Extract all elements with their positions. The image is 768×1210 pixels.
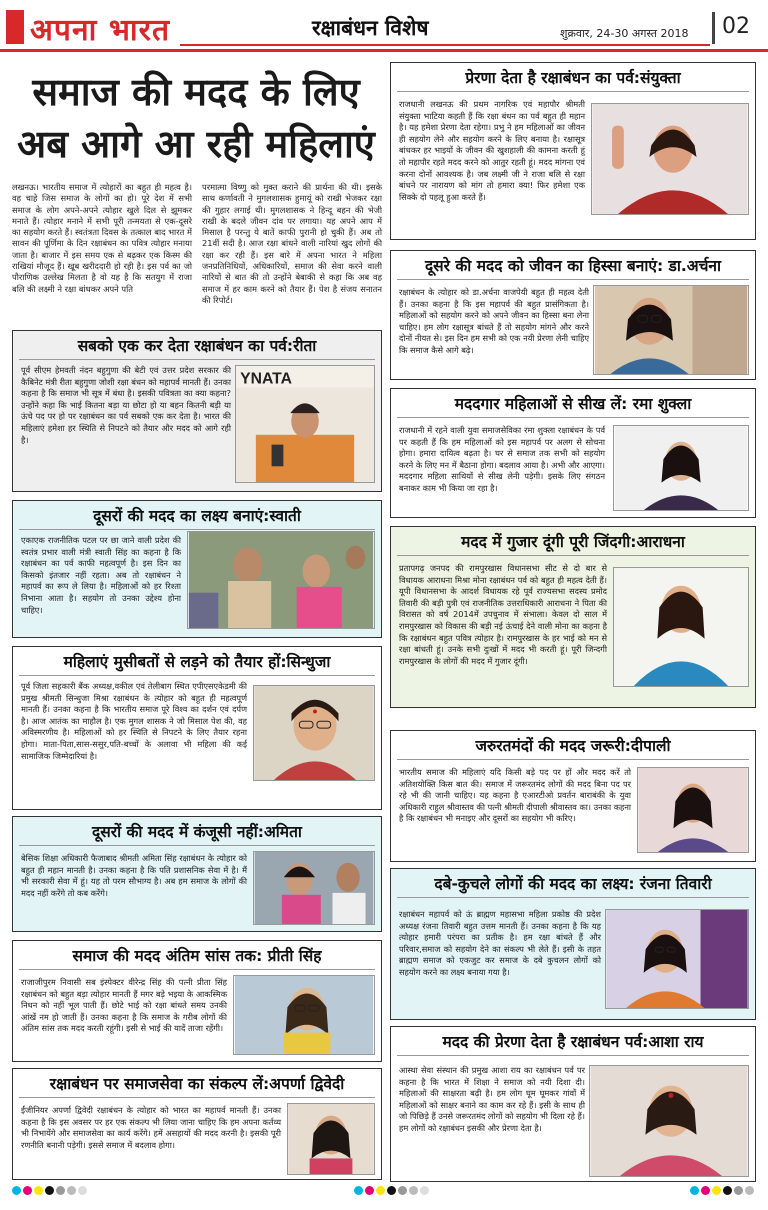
lead-column-1: लखनऊ। भारतीय समाज में त्योहारों का बहुत ही महत्व है। वह चाहे जिस समाज के लोगों का हो। पूरे देश में सभी समाज के लोग अपने-अपने त्योहार खुले दिल से झूमकर मनाते हैं। त्योहार मनाने में सभी पूरी तन्मयता से एक-दूसरे का सहयोग करते हैं। स्वतंत्रता दिवस के तत्काल बाद भारत में सावन की पूर्णिमा के दिन रक्षाबंधन का पवित्र त्योहार मनाया जाता है। बाजार में इस समय एक से बढ़कर एक किस्म की राखियां मौजूद हैं। खूब खरीददारी हो रही है। इस पर्व का जो पौराणिक उल्लेख मिलता है वो यह है कि सतयुग में राजा बलि की लक्ष्मी ने रक्षा बांधकर अपने पति — [12, 182, 192, 294]
story-text: पूर्व सीएम हेमवती नंदन बहुगुणा की बेटी एवं उत्तर प्रदेश सरकार की कैबिनेट मंत्री रीता बहुगुणा जोशी रक्षा बंधन को महापर्व मानती हैं। उनका कहना है कि समाज भी सूत्र में बंधा है। इसकी पवित्रता का क्या कहना? उन्होंने कहा कि भाई कितना बड़ा या छोटा हो या बहन कितनी बड़ी या ऊंचे पद पर हो पर रक्षाबंधन का पर्व सबको एक कर देता है। भारत की महिलाएं हमेशा हर स्थिति से निपटने को तैयार और मदद को आगे रही है। — [21, 365, 231, 445]
story-title: जरुरतमंदों की मदद जरूरी:दीपाली — [397, 731, 749, 760]
story-title: मदद में गुजार दूंगी पूरी जिंदगी:आराधना — [397, 527, 749, 556]
story-text: राजधानी लखनऊ की प्रथम नागरिक एवं महापौर श्रीमती संयुक्ता भाटिया कहती हैं कि रक्षा बंधन का पर्व बहुत ही महान है। यह हमेशा प्रेरणा देता रहेगा। प्रभु ने हम महिलाओं का जीवन ही सहयोग लेने और सहयोग करने के लिए बनाया है। रक्षासूत्र बांधकर हर भाइयों के जीवन की खुशहाली की कामना करती हूं तो महापौर रहते मदद करने को आतुर रहती हूं। मदद मांगना एवं करना दोनों आवश्यक है। जब लक्ष्मी जी ने राजा बलि से रक्षा बांधने पर नारायण को मांग तो हमारा क्या! फिर हमेशा एक सिक्के दो पहलू हुआ करते हैं। — [399, 99, 585, 202]
story-rita — [12, 330, 382, 492]
masthead-rule — [180, 44, 710, 46]
story-photo — [591, 103, 749, 215]
registration-marks-center — [354, 1186, 429, 1196]
story-text: रक्षाबंधन के त्योहार को डा.अर्चना वाजपेयी बहुत ही महत्व देती हैं। उनका कहना है कि इस महापर्व की बहुत प्रासंगिकता है। महिलाओं को सहयोग करने को अपने जीवन का हिस्सा बना लेना चाहिए। हम लोग रक्षासूत्र बांधते हैं तो सहयोग मांगने और करने दोनों नीयत से। इस दिन हम सभी को एक नयी प्रेरणा लेनी चाहिए कि समाज कैसे आगे बढ़े। — [399, 287, 589, 355]
story-photo — [287, 1103, 375, 1175]
story-ranjana — [390, 868, 756, 1020]
registration-marks-right — [690, 1186, 754, 1196]
story-photo — [613, 567, 749, 687]
section-title: रक्षाबंधन विशेष — [312, 16, 429, 40]
story-amita — [12, 816, 382, 932]
story-text: राजाजीपुरम निवासी सब इंस्पेक्टर वीरेन्द्र सिंह की पत्नी प्रीता सिंह रक्षाबंधन को बहुत बड़ा त्योहार मानती हैं मगर बड़े भइया के आकस्मिक निधन को नहीं भूल पाती हैं। छोटे भाई को रक्षा बांधते समय उनकी आंखें नम हो जाती हैं। उनका कहना है कि समाज के गरीब लोगों की अंतिम सांस तक मदद करती रहूंगी। इसी से भाई की यादें ताजा रहेंगी। — [21, 977, 227, 1034]
issue-date: शुक्रवार, 24-30 अगस्त 2018 — [560, 27, 689, 40]
story-title: सबको एक कर देता रक्षाबंधन का पर्व:रीता — [19, 331, 375, 360]
story-photo — [187, 531, 375, 629]
story-text: राजधानी में रहने वाली युवा समाजसेविका रमा शुक्ला रक्षाबंधन के पर्व पर कहती हैं कि हम महिलाओं को इस महापर्व पर अलग से सोचना होगा। हमारा दायित्व बढ़ता है। घर से समाज तक सभी को सहयोग करने के लिए मन में बैठाना होगा। बदलाव आया है। अभी और आएगा। मददगार महिला साथियों से सीख लेनी पड़ेगी। इसके लिए संगठन बनाकर काम भी किया जा रहा है। — [399, 425, 605, 493]
lead-article-body — [12, 182, 382, 305]
story-photo — [253, 851, 375, 925]
story-sindhuja — [12, 646, 382, 810]
story-text: एकाएक राजनीतिक पटल पर छा जाने वाली प्रदेश की स्वतंत्र प्रभार वाली मंत्री स्वाती सिंह का कहना है कि रक्षाबंधन का पर्व काफी महत्वपूर्ण है। इस दिन का किसको इंतजार नहीं रहता। अब तो रक्षाबंधन ने महापर्व का रूप ले लिया है। महिलाओं को हर रिश्ता निभाना आता है। सहयोग तो उनका उद्देश्य होना चाहिए। — [21, 535, 181, 615]
masthead — [0, 0, 768, 52]
story-text: ईंजीनियर अपर्णा द्विवेदी रक्षाबंधन के त्योहार को भारत का महापर्व मानती हैं। उनका कहना है कि इस अवसर पर हर एक संकल्प भी लिया जाना चाहिए कि हम अपना कर्तव्य भी निभायेंगे और समाजसेवा का कार्य करेंगे। हमें असहायों की मदद करनी है। इसकी पूरी रणनीति बनानी पड़ेगी। इससे समाज में बदलाव होगा। — [21, 1105, 281, 1150]
story-aparna — [12, 1068, 382, 1180]
story-text: पूर्व जिला सहकारी बैंक अध्यक्ष,वकील एवं तेलीबाग स्थित एपीएसएकेडमी की प्रमुख श्रीमती सिन्धुजा मिश्रा रक्षाबंधन के त्योहार को बहुत ही महत्वपूर्ण मानती हैं। उनका कहना है कि भारतीय समाज पूरे विश्व का दर्शन एवं दर्पण है। आज आतंक का माहौल है। एक मुगल शासक ने जो मिसाल पेश की, वह अविस्मरणीय है। महिलाओं को हर स्थिति से निपटने के लिए तैयार रहना होगा। माता-पिता,सास-ससुर,पति-बच्चों के अलावा भी महिला की कई सामाजिक जिम्मेदारियां है। — [21, 681, 247, 761]
story-photo — [589, 1065, 749, 1177]
story-text: प्रतापगढ़ जनपद की रामपुरखास विधानसभा सीट से दो बार से विधायक आराधना मिश्रा मोना रक्षाबंधन पर्व को बहुत ही महत्व देती हैं। यूपी विधानसभा के आदर्श विधायक रहे पूर्व राज्यसभा सदस्य प्रमोद तिवारी की बड़ी पुत्री एवं राजनीतिक उत्तराधिकारी आराधना ने पिता की विरासत को वर्ष 2014में उपचुनाव में संभाला। केवल दो साल में रामपुरखास को विकास की बड़ी नई ऊंचाई देने वाली मोना का कहना है कि रक्षाबंधन बहुत पवित्र त्योहार है। रामपुरखास के हर भाई को मन से रक्षा बांधती हूं। उनके सभी दुःखों में मदद भी करती हूं। पूरी जिन्दगी रामपुरखास के लोगों की मदद में गुजार दूंगी। — [399, 563, 607, 666]
story-title: प्रेरणा देता है रक्षाबंधन का पर्व:संयुक्ता — [397, 63, 749, 92]
story-text: बेसिक शिक्षा अधिकारी फैजाबाद श्रीमती अमिता सिंह रक्षाबंधन के त्योहार को बहुत ही महान मानती है। उनका कहना है कि पति प्रशासनिक सेवा में है। मैं भी सरकारी सेवा में हूं। यह तो परम सौभाग्य है। अब हम समाज के लोगों की मदद नहीं करेंगे तो कब करेंगे। — [21, 853, 247, 898]
story-swati — [12, 500, 382, 638]
page-number: 02 — [722, 14, 750, 39]
story-photo — [637, 767, 749, 853]
story-photo — [253, 685, 375, 781]
story-archana — [390, 250, 756, 380]
story-sanyukta — [390, 62, 756, 240]
story-title: रक्षाबंधन पर समाजसेवा का संकल्प लें:अपर्णा द्विवेदी — [19, 1069, 375, 1098]
story-text: आस्था सेवा संस्थान की प्रमुख आशा राय का रक्षाबंधन पर्व पर कहना है कि भारत में शिक्षा ने समाज को नयी दिशा दी। महिलाओं की साक्षरता बढ़ी है। हम लोग घूम घूमकर गांवों में महिलाओं को साक्षर बनाने का काम कर रहे हैं। इसी के साथ ही जो पिछिड़े हैं उनसे जरूरतमंद लोगों को सहयोग भी दिला रहे हैं। हम लोगों को रक्षाबंधन इसकी और प्रेरणा देता है। — [399, 1065, 585, 1133]
story-photo — [593, 285, 749, 375]
story-photo — [235, 365, 375, 483]
story-title: महिलाएं मुसीबतों से लड़ने को तैयार हों:सिन्धुजा — [19, 647, 375, 676]
story-asha — [390, 1026, 756, 1182]
story-title: दबे-कुचले लोगों की मदद का लक्ष्य: रंजना तिवारी — [397, 869, 749, 898]
story-title: दूसरों की मदद का लक्ष्य बनाएं:स्वाती — [19, 501, 375, 530]
story-text: भारतीय समाज की महिलाएं यदि किसी बड़े पद पर हों और मदद करें तो अतिशयोक्ति किस बात की। समाज में जरूरतमंद लोगों की मदद बिना पद पर रहे भी की जानी चाहिए। यह कहना है एआरटीओ प्रवर्तन बाराबंकी के युवा अधिकारी राहुल श्रीवास्तव की पत्नी श्रीमती दीपाली श्रीवास्तव का। उनका कहना है कि रक्षाबंधन भी मनाइए और दूसरों का सहयोग भी करिए। — [399, 767, 631, 824]
lead-column-2: परमात्मा विष्णु को मुक्त कराने की प्रार्थना की थी। इसके साथ कर्णावती ने मुगलशासक हुमायूं को राखी भेजकर रक्षा की गुहार लगाई थी। मुगलशासक ने हिन्दू बहन की भेजी राखी के बदले जीवन दांव पर लगाया। यह अपने आप में मिसाल है परन्तु ये बातें काफी पुरानी हो चुकी हैं। अब तो 21वीं सदी है। आज रक्षा बांधने वाली नारियां खुद लोगों की रक्षा कर रही हैं। इस बारे में अपना भारत ने महिला जनप्रतिनिधियों, अधिकारियों, समाज की सेवा करने वाली नारियों से बात की तो उन्होंने बेबाकी से कहा कि अब वह समाज में हर काम करने को तैयार हैं। पेश है संजय सनातन की रिपोर्ट। — [202, 182, 382, 305]
story-aradhana — [390, 526, 756, 708]
registration-marks-left — [12, 1186, 87, 1196]
page-number-divider — [712, 12, 715, 44]
story-deepali — [390, 730, 756, 862]
masthead-red-block — [6, 10, 24, 44]
lead-headline — [12, 66, 380, 170]
story-rama — [390, 388, 756, 518]
story-photo — [233, 975, 375, 1055]
story-title: दूसरे की मदद को जीवन का हिस्सा बनाएं: डा.अर्चना — [397, 251, 749, 280]
lead-headline-line1: समाज की मदद के लिए — [32, 69, 360, 114]
story-photo — [605, 909, 749, 1009]
photo-sign-text: YNATA — [240, 370, 292, 388]
story-title: मदद की प्रेरणा देता है रक्षाबंधन पर्व:आशा राय — [397, 1027, 749, 1056]
lead-headline-line2: अब आगे आ रही महिलाएं — [17, 121, 375, 166]
story-title: समाज की मदद अंतिम सांस तक: प्रीती सिंह — [19, 941, 375, 970]
story-title: दूसरों की मदद में कंजूसी नहीं:अमिता — [19, 817, 375, 846]
story-text: रक्षाबंधन महापर्व को ऊं ब्राह्मण महासभा महिला प्रकोष्ठ की प्रदेश अध्यक्ष रंजना तिवारी बहुत उत्तम मानती हैं। उनका कहना है कि यह त्योहार हमारी परंपरा का प्रतीक है। हम रक्षा बांधते हैं और परिवार,समाज को सहयोग देने का संकल्प भी लेते हैं। इसी के तहत ब्राह्मण समाज को एकजुट कर समाज के दबे कुचलन लोगों को सहयोग करने का लक्ष्य बनाया गया है। — [399, 909, 601, 977]
story-preeti — [12, 940, 382, 1062]
story-photo — [613, 425, 749, 511]
story-title: मददगार महिलाओं से सीख लें: रमा शुक्ला — [397, 389, 749, 418]
masthead-logo: अपना भारत — [30, 13, 171, 48]
